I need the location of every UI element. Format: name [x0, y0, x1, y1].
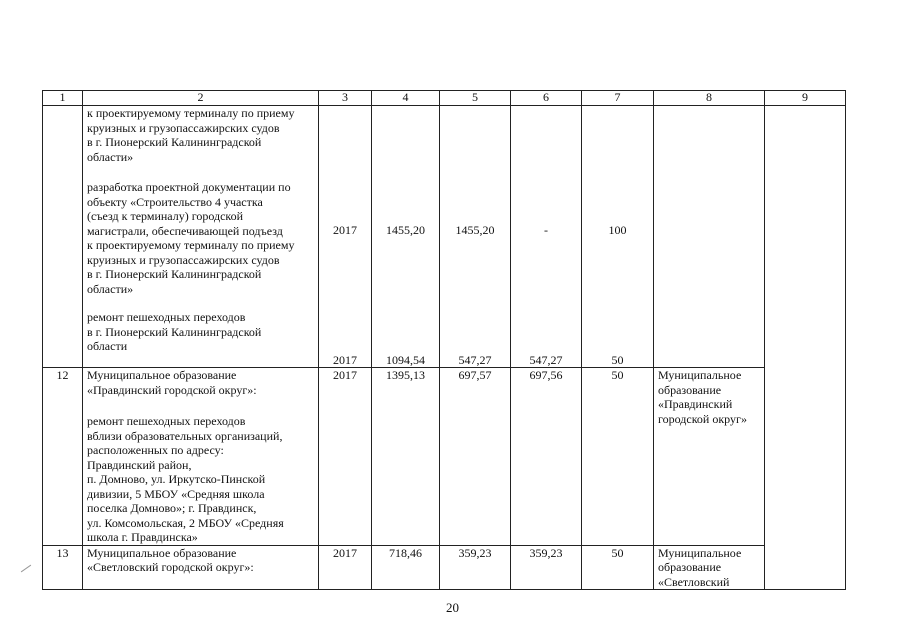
row-number-cell: 13 — [43, 545, 83, 590]
total-cost-cell: 1395,13 — [372, 368, 440, 546]
budget-table — [42, 90, 846, 590]
municipality-title: Муниципальное образование «Светловский городской округ»: — [87, 545, 254, 574]
header-cell: 5 — [440, 91, 511, 106]
federal-funds-cell: 697,57 — [440, 368, 511, 546]
year-cell: 2017 2017 — [319, 106, 372, 368]
recipient-cell: Муниципальное образование «Светловский — [654, 545, 765, 590]
header-cell: 6 — [511, 91, 582, 106]
description-cell — [83, 545, 319, 590]
recipient-cell: Муниципальное образование «Правдинский городской округ» — [654, 368, 765, 546]
design-work-text: разработка проектной документации по объекту «Строительство 4 участка (съезд к терминалу) городской магистрали, обеспечивающей подъезд к проектируемому терминалу по приему круизных и грузопассажирских судов в г. Пионерский Калининградской области» — [87, 180, 295, 296]
header-cell: 9 — [765, 91, 846, 106]
description-cell — [83, 106, 319, 368]
municipality-title: Муниципальное образование «Правдинский городской округ»: — [87, 368, 257, 397]
percent-cell: 50 — [582, 368, 654, 546]
percent-cell: 50 — [582, 545, 654, 590]
local-funds-cell: 697,56 — [511, 368, 582, 546]
percent-cell: 100 50 — [582, 106, 654, 368]
header-cell: 2 — [83, 91, 319, 106]
recipient-cell — [654, 106, 765, 368]
work-description: ремонт пешеходных переходов вблизи образовательных организаций, расположенных по адресу: Правдинский район, п. Домново, ул. Иркутско-Пинской дивизии, 5 МБОУ «Средняя школа поселка Домново»; г. Правдинск, ул. Комсомольская, 2 МБОУ «Средняя школа г. Правдинска» — [87, 414, 284, 544]
header-cell: 4 — [372, 91, 440, 106]
header-cell: 3 — [319, 91, 372, 106]
table-row-continuation — [43, 106, 846, 368]
header-cell: 7 — [582, 91, 654, 106]
local-funds-cell: 359,23 — [511, 545, 582, 590]
row-number-cell: 12 — [43, 368, 83, 546]
notes-cell — [765, 106, 846, 590]
header-cell: 1 — [43, 91, 83, 106]
header-row — [43, 91, 846, 106]
federal-funds-cell: 359,23 — [440, 545, 511, 590]
page-number: 20 — [446, 600, 459, 615]
year-cell: 2017 — [319, 368, 372, 546]
row-number-cell — [43, 106, 83, 368]
description-cell — [83, 368, 319, 546]
table-row-13 — [43, 545, 846, 590]
table-row-12 — [43, 368, 846, 546]
total-cost-cell: 718,46 — [372, 545, 440, 590]
total-cost-cell: 1455,20 1094,54 — [372, 106, 440, 368]
local-funds-cell: - 547,27 — [511, 106, 582, 368]
federal-funds-cell: 1455,20 547,27 — [440, 106, 511, 368]
header-cell: 8 — [654, 91, 765, 106]
scan-mark — [21, 565, 31, 573]
crossing-repair-text: ремонт пешеходных переходов в г. Пионерский Калининградской области — [87, 310, 262, 353]
continuation-text: к проектируемому терминалу по приему круизных и грузопассажирских судов в г. Пионерский Калининградской области» — [87, 106, 295, 164]
year-cell: 2017 — [319, 545, 372, 590]
